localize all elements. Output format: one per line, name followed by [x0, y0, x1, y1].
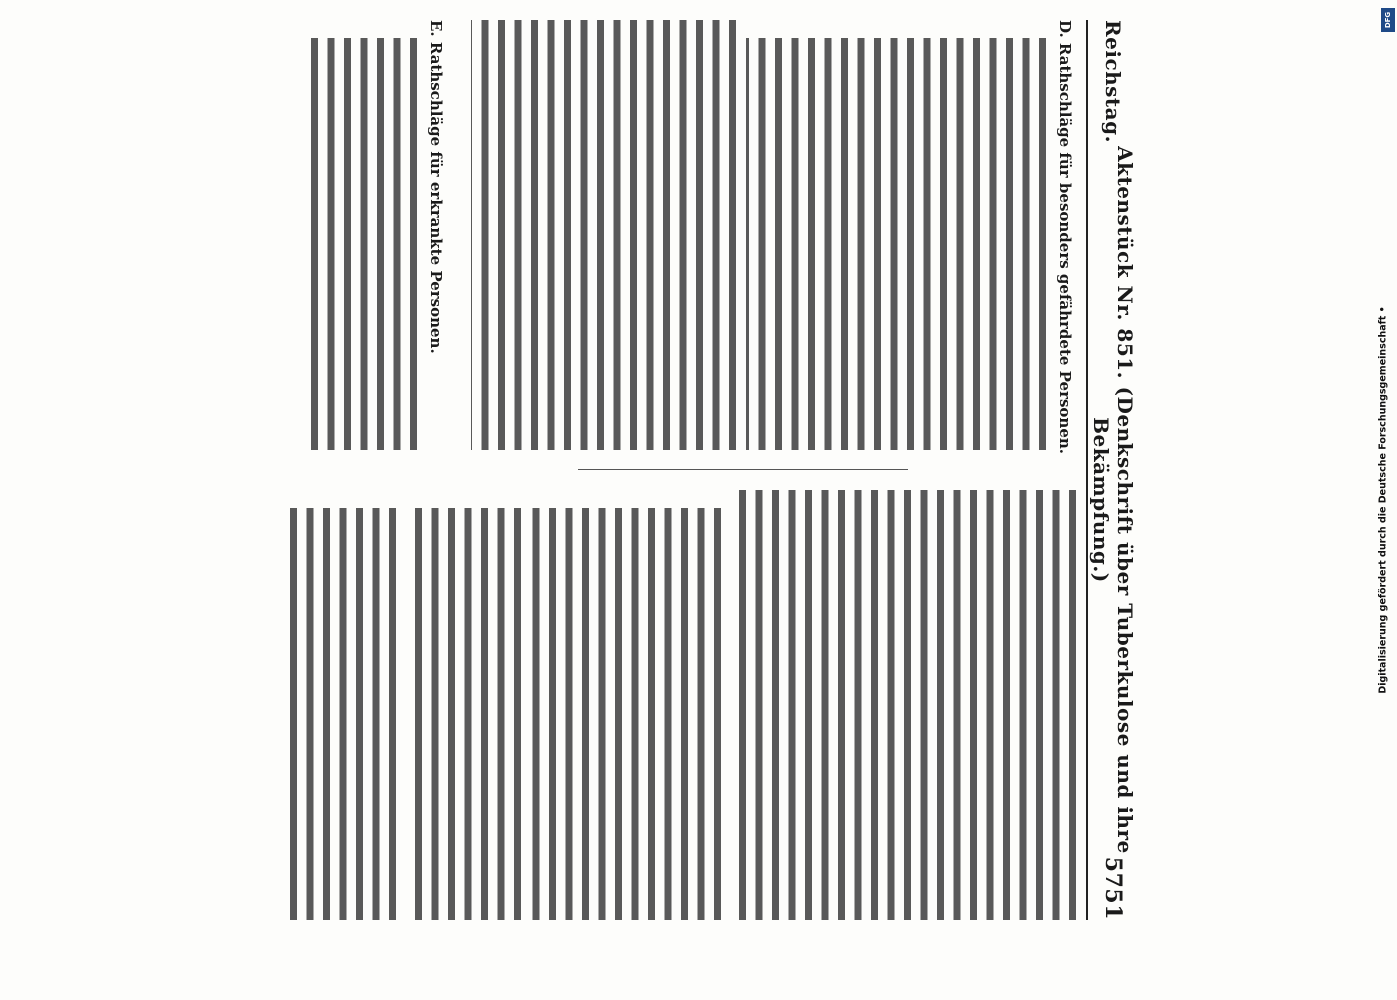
section-e-paragraph-1 [307, 38, 417, 450]
column-divider [578, 469, 908, 470]
right-paragraph-3 [406, 508, 521, 920]
section-d-paragraph-1 [746, 38, 1046, 450]
section-d-paragraph-2 [471, 20, 736, 450]
header-left: Reichstag. [1101, 20, 1125, 144]
left-column [266, 20, 1076, 454]
right-paragraph-1 [731, 490, 1076, 920]
right-paragraph-4 [281, 508, 396, 920]
document-page [258, 20, 1138, 920]
page-number: 5751 [1100, 856, 1126, 920]
right-column [266, 490, 1076, 920]
right-paragraph-2 [531, 508, 721, 920]
header-title: Aktenstück Nr. 851. (Denkschrift über Tuberkulose und ihre Bekämpfung.) [1089, 146, 1137, 854]
section-d-title: D. Rathschläge für besonders gefährdete Personen. [1056, 20, 1074, 454]
digitization-note: Digitalisierung gefördert durch die Deutsche Forschungsgemeinschaft • [1377, 306, 1389, 694]
section-e-title: E. Rathschläge für erkrankte Personen. [427, 20, 445, 354]
running-header [1086, 20, 1138, 920]
dfg-logo: DFG [1381, 8, 1395, 32]
